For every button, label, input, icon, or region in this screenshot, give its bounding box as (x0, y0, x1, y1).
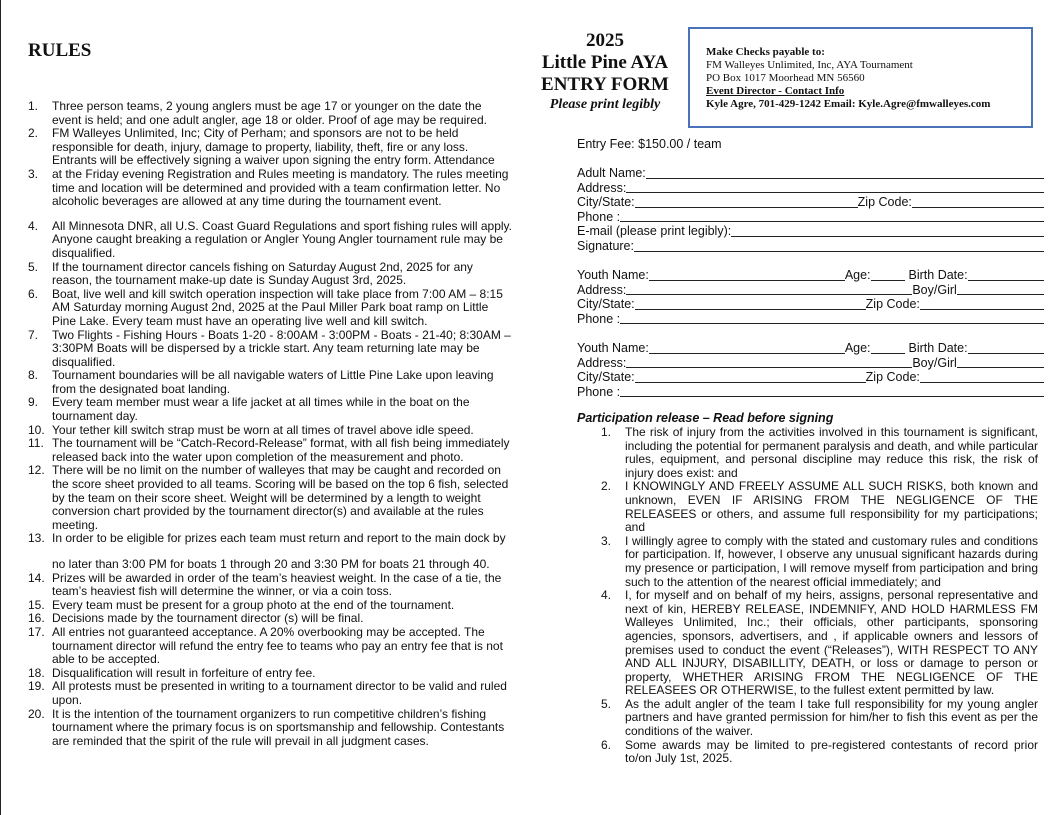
rule-item: 4. All Minnesota DNR, all U.S. Coast Guard Regulations and sport fishing rules will apply. Anyone caught breaking a regulation or Angler Young Angler tournament rule may be disqualified. (28, 218, 512, 260)
checks-address: PO Box 1017 Moorhead MN 56560 (706, 72, 865, 84)
release-item: 6. Some awards may be limited to pre-registered contestants of record prior to/on July 1st, 2025. (601, 737, 1038, 766)
form-header (530, 30, 680, 114)
contact-heading: Event Director - Contact Info (706, 85, 845, 97)
rule-item: 9. Every team member must wear a life jacket at all times while in the boat on the tournament day. (28, 395, 470, 424)
adult-name-field[interactable]: Adult Name: (577, 166, 1044, 181)
checks-payee: FM Walleyes Unlimited, Inc, AYA Tournament (706, 59, 913, 71)
rule-item: 7. Two Flights - Fishing Hours - Boats 1-20 - 8:00AM - 3:00PM - Boats - 21-40; 8:30AM – 3:30PM Boats will be dispersed by a trickle start. Any team returning late may be disqualified. (28, 327, 511, 369)
rule-item: 5. If the tournament director cancels fishing on Saturday August 2nd, 2025 for any reason, the tournament make-up date is Sunday August 3rd, 2025. (28, 259, 473, 288)
rule-item: 11. The tournament will be “Catch-Record-Release” format, with all fish being immediately released back into the water upon completion of the measurement and photo. (28, 436, 510, 464)
rule-item: 10. Your tether kill switch strap must be worn at all times of travel above idle speed. (28, 422, 474, 437)
form-year: 2025 (586, 30, 624, 51)
entry-fee: Entry Fee: $150.00 / team (577, 137, 722, 151)
youth-city-zip-field[interactable]: City/State: Zip Code: (577, 370, 1044, 385)
release-list (598, 426, 1038, 766)
rule-item: 20. It is the intention of the tournament organizers to run competitive children’s fishing tournament where the primary focus is on sportsmanship and fellowship. Contestants are reminded that the spirit of the rule will prevail in all judgment cases. (28, 706, 505, 748)
checks-title: Make Checks payable to: (706, 46, 825, 58)
rule-item: 17. All entries not guaranteed acceptance. A 20% overbooking may be accepted. The tournament director will refund the entry fee to teams who pay an entry fee that is not able to be accepted. (28, 624, 503, 667)
rule-item: 12. There will be no limit on the number of walleyes that may be caught and recorded on the score sheet provided to all teams. Scoring will be based on the top 6 fish, selected by the team on their score sheet. Weight will be determined by a length to weight conversion chart provided by the tournament director(s) and available at the rules meeting. (28, 463, 509, 532)
checks-payable-box (688, 27, 1033, 128)
adult-signature-field[interactable]: Signature: (577, 239, 1044, 254)
release-title: Participation release – Read before signing (577, 411, 834, 425)
adult-city-zip-field[interactable]: City/State: Zip Code: (577, 195, 1044, 210)
rule-item: 2. FM Walleyes Unlimited, Inc; City of Perham; and sponsors are not to be held responsible for death, injury, damage to property, liability, theft, fire or any loss. Entrants will be effectively signing a waiver upon signing the entry form. Attendance (28, 126, 495, 168)
rule-item: 15. Every team must be present for a group photo at the end of the tournament. (28, 597, 455, 612)
adult-address-field[interactable]: Address: (577, 181, 1044, 196)
release-item: 3. I willingly agree to comply with the stated and customary rules and conditions for participation. If, however, I observe any unusual significant hazards during my presence or participation, I will remove myself from participation and bring such to the attention of the nearest official immediately; and (601, 533, 1038, 589)
contact-info: Kyle Agre, 701-429-1242 Email: Kyle.Agre@fmwalleyes.com (706, 98, 991, 110)
youth-address-field[interactable]: Address: Boy/Girl (577, 356, 1044, 371)
youth-name-field[interactable]: Youth Name: Age: Birth Date: (577, 268, 1044, 283)
adult-phone-field[interactable]: Phone : (577, 210, 1044, 225)
rule-item: 19. All protests must be presented in writing to a tournament director to be valid and ruled upon. (28, 679, 507, 707)
rule-item: 8. Tournament boundaries will be all navigable waters of Little Pine Lake upon leaving from the designated boat landing. (28, 368, 494, 396)
rule-item: 3. at the Friday evening Registration and Rules meeting is mandatory. The rules meeting time and location will be determined and provided with a team confirmation letter. No alcoholic beverages are allowed at any time during the tournament event. (28, 166, 509, 209)
youth-city-zip-field[interactable]: City/State: Zip Code: (577, 297, 1044, 312)
youth-phone-field[interactable]: Phone : (577, 385, 1044, 400)
youth-address-field[interactable]: Address: Boy/Girl (577, 283, 1044, 298)
rule-item: 16. Decisions made by the tournament director (s) will be final. (28, 611, 364, 626)
rule-13-continuation: no later than 3:00 PM for boats 1 through 20 and 3:30 PM for boats 21 through 40. (52, 557, 490, 571)
adult-section (577, 166, 1044, 254)
print-note: Please print legibly (549, 97, 661, 112)
rules-list (22, 100, 512, 748)
rules-title: RULES (28, 40, 92, 61)
rule-item: 14. Prizes will be awarded in order of the team’s heaviest weight. In the case of a tie, the team’s heaviest fish will determine the winner, or via a coin toss. (28, 570, 502, 599)
form-title: ENTRY FORM (541, 74, 669, 95)
rule-item: 6. Boat, live well and kill switch operation inspection will take place from 7:00 AM – 8:15 AM Saturday morning August 2nd, 2025 at the Paul Miller Park boat ramp on Little Pine Lake. Every team must have an operating live well and kill switch. (28, 286, 503, 328)
rule-item: 1. Three person teams, 2 young anglers must be age 17 or younger on the date the event is held; and one adult angler, age 18 or older. Proof of age may be required. (28, 99, 487, 127)
release-item: 5. As the adult angler of the team I take full responsibility for my young angler partners and have granted permission for him/her to fish this event as per the conditions of the waiver. (601, 696, 1038, 739)
release-item: 4. I, for myself and on behalf of my heirs, assigns, personal representative and next of kin, HEREBY RELEASE, INDEMNIFY, AND HOLD HARMLESS FM Walleyes Unlimited, Inc.; their officials, other participants, sponsoring agencies, sponsors, advertisers, and , if applicable owners and lessors of premises used to conduct the event (“Releases”), WITH RESPECT TO ANY AND ALL INJURY, DISABILLITY, DEATH, or loss or damage to person or property, WHETHER ARISING FROM THE NEGLIGENCE OF THE RELEASEES OR OTHERWISE, to the fullest extent permitted by law. (601, 588, 1038, 698)
youth-name-field[interactable]: Youth Name: Age: Birth Date: (577, 341, 1044, 356)
page-edge (0, 0, 1, 815)
event-name: Little Pine AYA (541, 52, 669, 73)
adult-email-field[interactable]: E-mail (please print legibly): (577, 224, 1044, 239)
youth-2-section (577, 341, 1044, 399)
release-item: 1. The risk of injury from the activities involved in this tournament is significant, including the potential for permanent paralysis and death, and while particular rules, equipment, and personal discipline may reduce this risk, the risk of injury does exist: and (601, 425, 1038, 480)
rule-item: 18. Disqualification will result in forfeiture of entry fee. (28, 665, 316, 680)
rule-item: 13. In order to be eligible for prizes each team must return and report to the main dock by no later than 3:00 PM for boats 1 through 20 and 3:30 PM for boats 21 through 40. (22, 532, 512, 571)
release-item: 2. I KNOWINGLY AND FREELY ASSUME ALL SUCH RISKS, both known and unknown, EVEN IF ARISING FROM THE NEGLIGENCE OF THE RELEASEES or others, and assume full responsibility for my participations; and (601, 479, 1038, 535)
youth-phone-field[interactable]: Phone : (577, 312, 1044, 327)
youth-1-section (577, 268, 1044, 326)
